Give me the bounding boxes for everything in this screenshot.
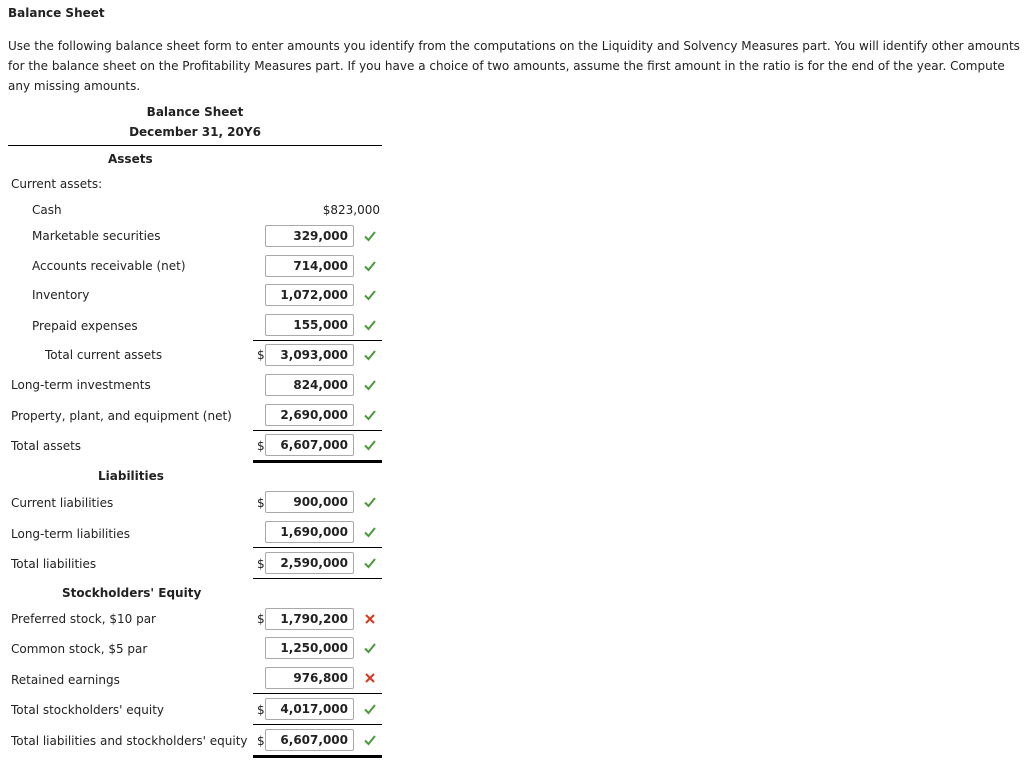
currency-symbol: $ — [257, 439, 265, 453]
total-liabilities-label: Total liabilities — [11, 557, 97, 571]
sheet-date: December 31, 20Y6 — [129, 125, 261, 139]
retained-earnings-label: Retained earnings — [11, 673, 120, 687]
check-icon — [363, 288, 377, 302]
total-double-rule — [253, 460, 382, 463]
check-icon — [363, 641, 377, 655]
total-liab-equity-label: Total liabilities and stockholders' equity — [11, 734, 248, 748]
check-icon — [363, 259, 377, 273]
cash-label: Cash — [32, 203, 62, 217]
check-icon — [363, 438, 377, 452]
accounts-receivable-input[interactable]: 714,000 — [265, 255, 354, 277]
preferred-stock-label: Preferred stock, $10 par — [11, 612, 156, 626]
check-icon — [363, 348, 377, 362]
subtotal-rule — [253, 430, 382, 431]
subtotal-rule — [253, 340, 382, 341]
ppe-input[interactable]: 2,690,000 — [265, 404, 354, 426]
inventory-label: Inventory — [32, 288, 90, 302]
total-double-rule — [253, 755, 382, 758]
common-stock-input[interactable]: 1,250,000 — [265, 637, 354, 659]
ppe-label: Property, plant, and equipment (net) — [11, 409, 232, 423]
inventory-input[interactable]: 1,072,000 — [265, 284, 354, 306]
subtotal-rule — [253, 547, 382, 548]
liabilities-heading: Liabilities — [98, 469, 164, 483]
currency-symbol: $ — [257, 496, 265, 510]
preferred-stock-input[interactable]: 1,790,200 — [265, 608, 354, 630]
long-term-investments-input[interactable]: 824,000 — [265, 374, 354, 396]
long-term-liabilities-label: Long-term liabilities — [11, 527, 130, 541]
page-title: Balance Sheet — [8, 6, 105, 20]
total-equity-label: Total stockholders' equity — [11, 703, 165, 717]
instructions-text: Use the following balance sheet form to enter amounts you identify from the computations on the Liquidity and Solvency Measures part. You will identify other amounts for the balance sheet on the Profitability Measures part. If you have a choice of two amounts, assume the first amount in the ratio is for the end of the year. Compute any missing amounts. — [8, 39, 1020, 93]
prepaid-expenses-label: Prepaid expenses — [32, 319, 138, 333]
marketable-securities-input[interactable]: 329,000 — [265, 225, 354, 247]
equity-heading: Stockholders' Equity — [62, 586, 202, 600]
current-liabilities-label: Current liabilities — [11, 496, 114, 510]
check-icon — [363, 733, 377, 747]
current-liabilities-input[interactable]: 900,000 — [265, 491, 354, 513]
total-current-assets-input[interactable]: 3,093,000 — [265, 344, 354, 366]
check-icon — [363, 229, 377, 243]
sheet-title: Balance Sheet — [146, 105, 244, 119]
long-term-investments-label: Long-term investments — [11, 378, 151, 392]
currency-symbol: $ — [257, 703, 265, 717]
subtotal-rule — [253, 724, 382, 725]
prepaid-expenses-input[interactable]: 155,000 — [265, 314, 354, 336]
x-icon — [363, 612, 377, 626]
check-icon — [363, 318, 377, 332]
total-equity-input[interactable]: 4,017,000 — [265, 698, 354, 720]
marketable-securities-label: Marketable securities — [32, 229, 161, 243]
header-rule — [8, 145, 382, 146]
total-rule — [253, 578, 382, 579]
check-icon — [363, 495, 377, 509]
total-assets-input[interactable]: 6,607,000 — [265, 434, 354, 456]
current-assets-label: Current assets: — [11, 177, 103, 191]
retained-earnings-input[interactable]: 976,800 — [265, 667, 354, 689]
total-liabilities-input[interactable]: 2,590,000 — [265, 552, 354, 574]
long-term-liabilities-input[interactable]: 1,690,000 — [265, 521, 354, 543]
check-icon — [363, 378, 377, 392]
x-icon — [363, 671, 377, 685]
currency-symbol: $ — [257, 734, 265, 748]
check-icon — [363, 702, 377, 716]
total-current-assets-label: Total current assets — [45, 348, 163, 362]
currency-symbol: $ — [257, 612, 265, 626]
assets-heading: Assets — [108, 152, 153, 166]
total-liab-equity-input[interactable]: 6,607,000 — [265, 729, 354, 751]
subtotal-rule — [253, 693, 382, 694]
total-assets-label: Total assets — [11, 439, 82, 453]
common-stock-label: Common stock, $5 par — [11, 642, 148, 656]
cash-value: $823,000 — [322, 203, 380, 217]
currency-symbol: $ — [257, 348, 265, 362]
currency-symbol: $ — [257, 557, 265, 571]
check-icon — [363, 408, 377, 422]
check-icon — [363, 556, 377, 570]
accounts-receivable-label: Accounts receivable (net) — [32, 259, 186, 273]
check-icon — [363, 525, 377, 539]
